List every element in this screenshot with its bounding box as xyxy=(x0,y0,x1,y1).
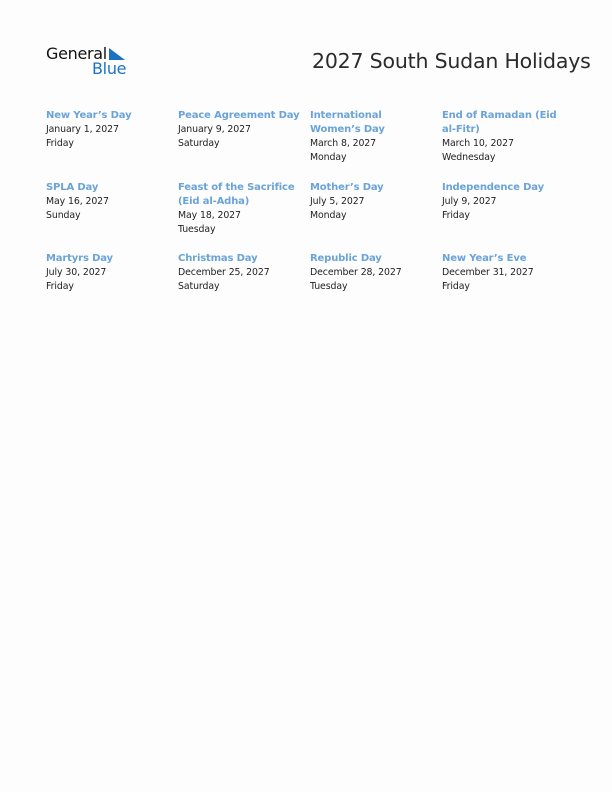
holiday-weekday: Friday xyxy=(46,138,74,149)
holiday-weekday: Friday xyxy=(442,281,470,292)
holiday-weekday: Monday xyxy=(310,210,347,221)
holiday-date: January 1, 2027 xyxy=(46,124,119,135)
holiday-date: July 9, 2027 xyxy=(442,196,497,207)
holiday-date: December 31, 2027 xyxy=(442,267,534,278)
holiday-grid xyxy=(46,109,586,312)
holiday-date: December 28, 2027 xyxy=(310,267,402,278)
holiday-date: July 5, 2027 xyxy=(310,196,365,207)
logo-text-general: General xyxy=(46,44,107,63)
holiday-name: Feast of the Sacrifice (Eid al-Adha) xyxy=(178,182,295,207)
holiday-item xyxy=(442,252,574,312)
holiday-date: March 10, 2027 xyxy=(442,138,514,149)
holiday-date: January 9, 2027 xyxy=(178,124,251,135)
holiday-weekday: Saturday xyxy=(178,138,220,149)
holiday-weekday: Friday xyxy=(46,281,74,292)
holiday-name: Republic Day xyxy=(310,253,382,264)
holiday-name: New Year’s Day xyxy=(46,110,132,121)
holiday-date: May 18, 2027 xyxy=(178,210,241,221)
holiday-item xyxy=(46,181,178,252)
holiday-weekday: Tuesday xyxy=(310,281,348,292)
holiday-weekday: Saturday xyxy=(178,281,220,292)
holiday-item xyxy=(310,181,442,252)
holiday-item xyxy=(442,109,574,181)
holiday-item xyxy=(442,181,574,252)
holiday-item xyxy=(310,252,442,312)
holiday-item xyxy=(178,109,310,181)
holiday-item xyxy=(46,252,178,312)
logo-text-blue: Blue xyxy=(92,59,127,78)
holiday-item xyxy=(178,181,310,252)
holiday-name: SPLA Day xyxy=(46,182,99,193)
holiday-item xyxy=(46,109,178,181)
holiday-item xyxy=(310,109,442,181)
holiday-weekday: Monday xyxy=(310,152,347,163)
holiday-name: Peace Agreement Day xyxy=(178,110,300,121)
holiday-name: Christmas Day xyxy=(178,253,258,264)
holiday-name: New Year’s Eve xyxy=(442,253,527,264)
holiday-date: December 25, 2027 xyxy=(178,267,270,278)
holiday-date: March 8, 2027 xyxy=(310,138,377,149)
holiday-weekday: Tuesday xyxy=(178,224,216,235)
holiday-weekday: Friday xyxy=(442,210,470,221)
holiday-name: Independence Day xyxy=(442,182,544,193)
holiday-name: End of Ramadan (Eid al-Fitr) xyxy=(442,110,557,135)
holiday-name: Martyrs Day xyxy=(46,253,113,264)
holiday-item xyxy=(178,252,310,312)
holiday-date: July 30, 2027 xyxy=(46,267,107,278)
holiday-name: International Women’s Day xyxy=(310,110,385,135)
holiday-weekday: Sunday xyxy=(46,210,81,221)
page-title: 2027 South Sudan Holidays xyxy=(312,49,591,73)
holiday-name: Mother’s Day xyxy=(310,182,384,193)
holiday-weekday: Wednesday xyxy=(442,152,496,163)
generalblue-logo xyxy=(46,44,138,80)
holiday-date: May 16, 2027 xyxy=(46,196,109,207)
